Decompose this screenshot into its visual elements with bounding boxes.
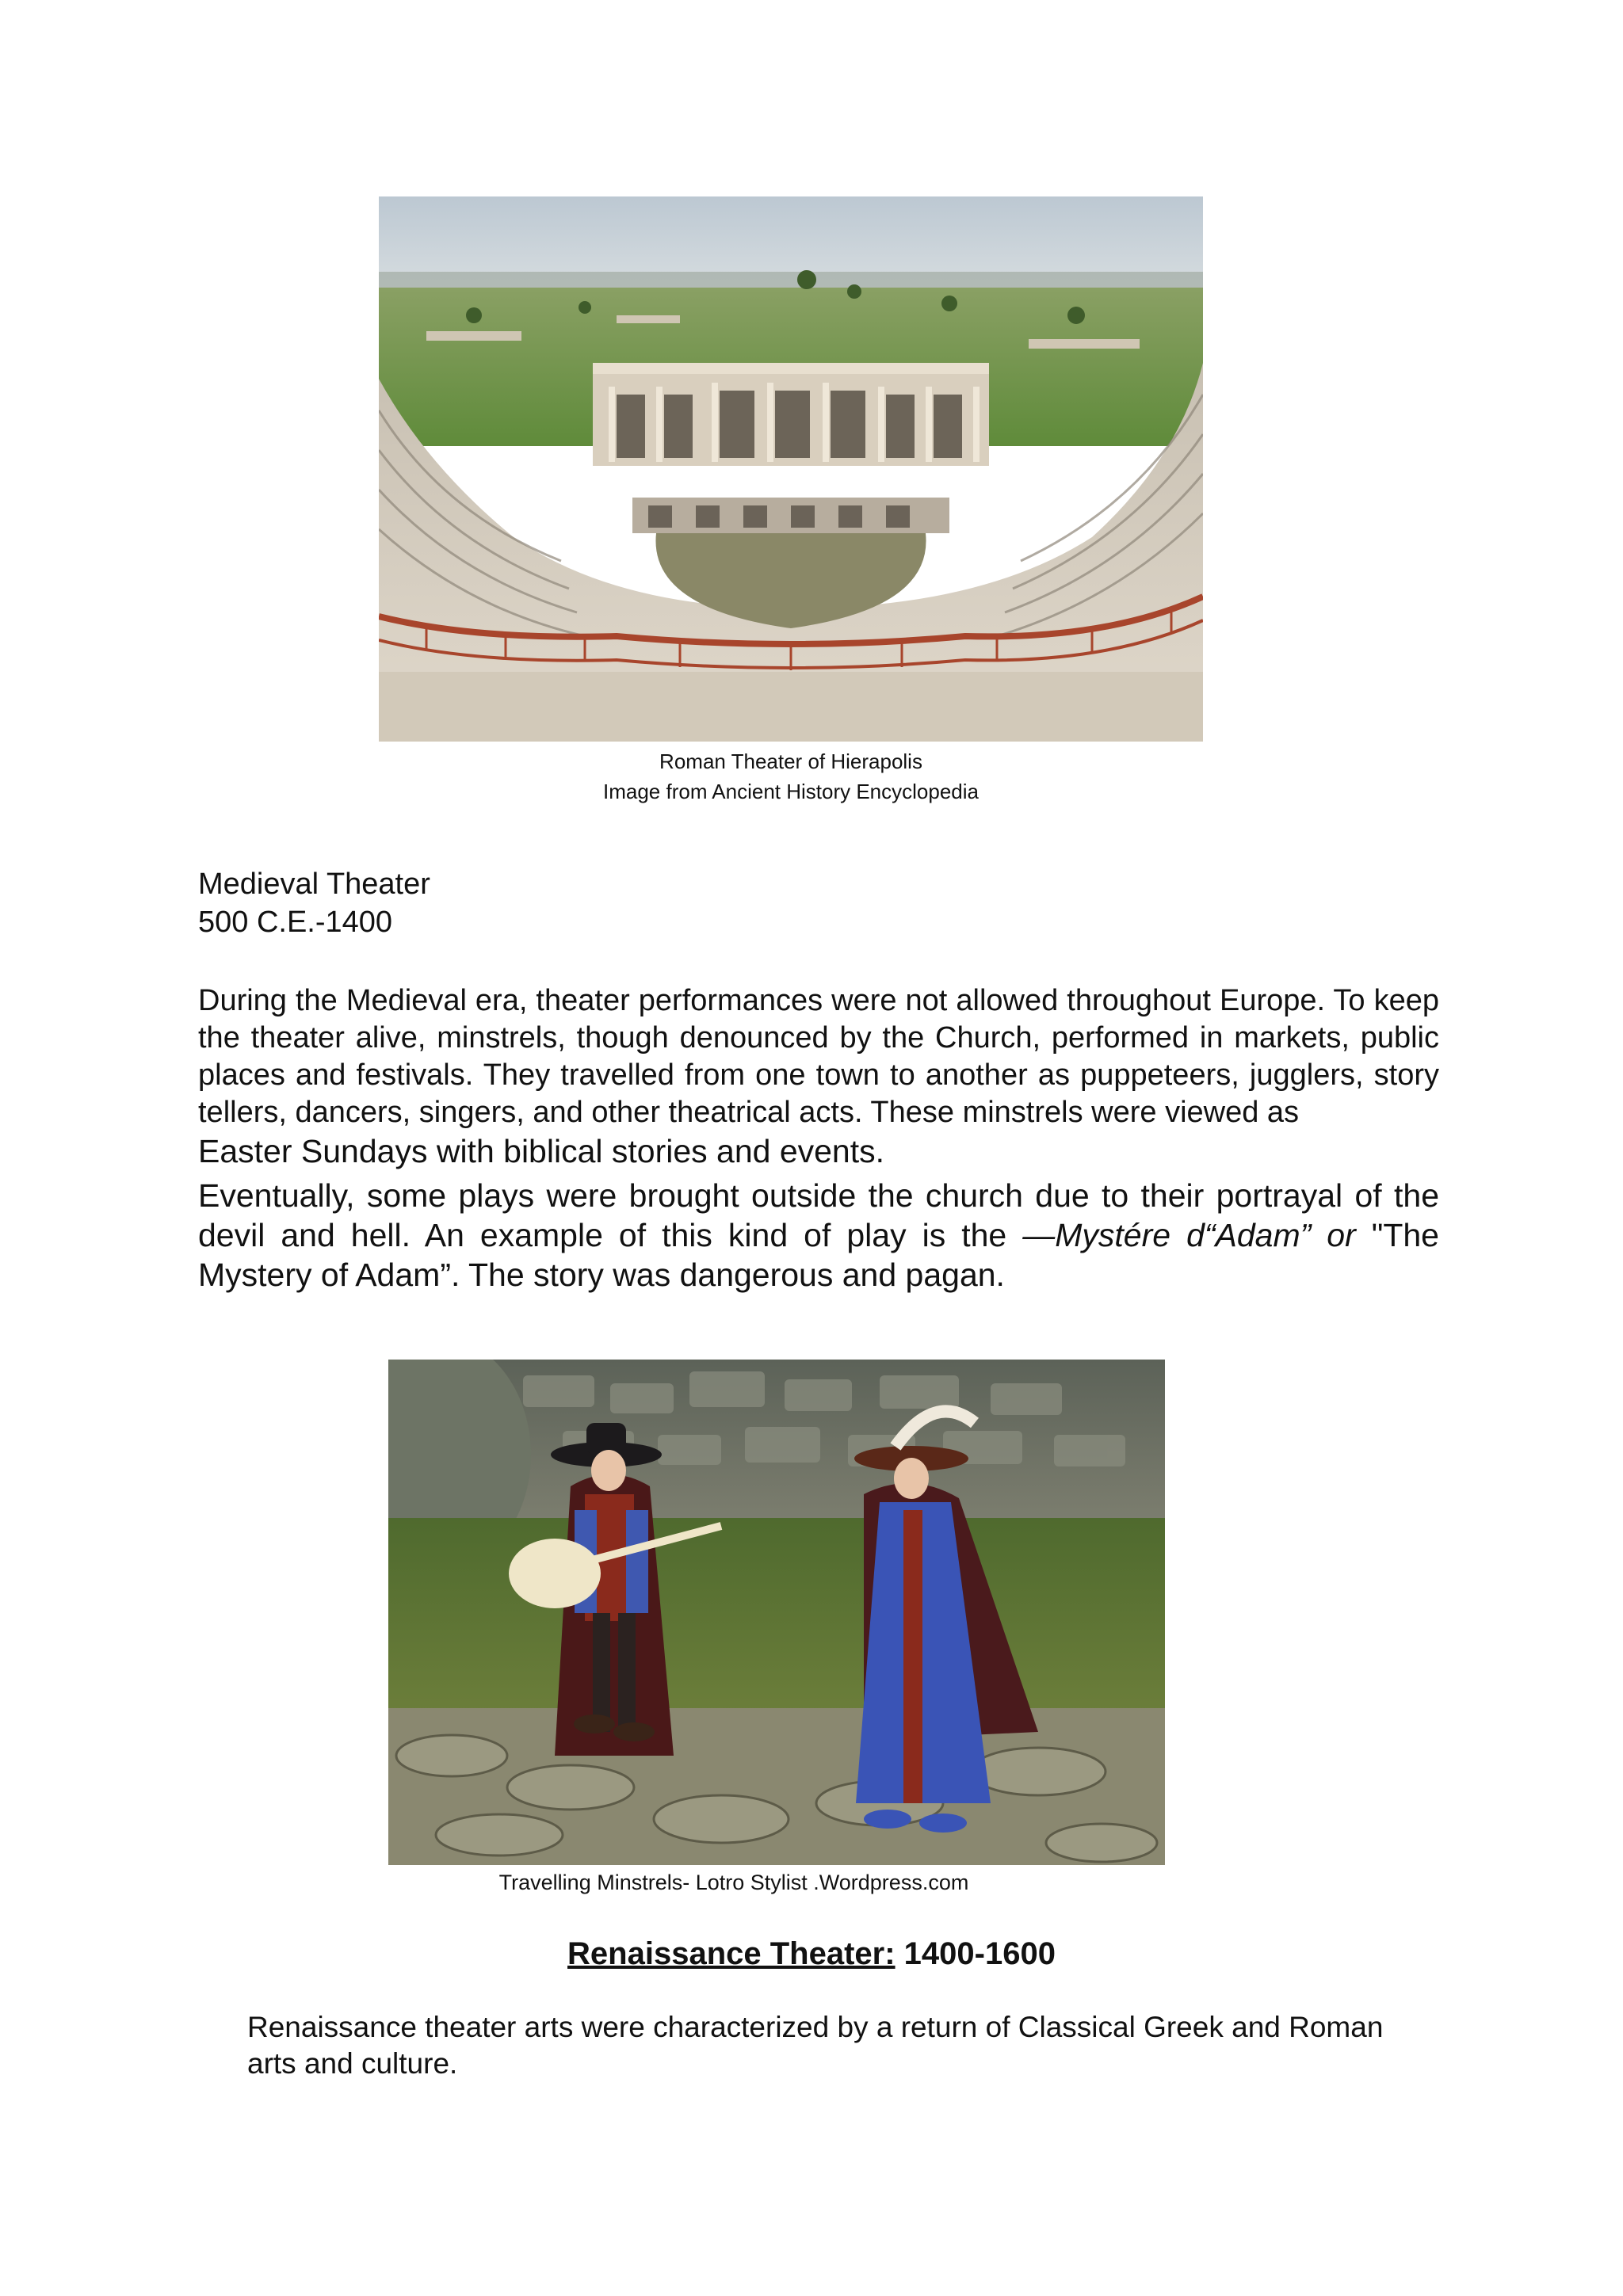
medieval-dates: 500 C.E.-1400 [198,906,393,939]
renaissance-heading [0,1933,1623,1974]
medieval-body [198,982,1439,1295]
minstrels-illustration [388,1360,1165,1865]
caption-source: Image from Ancient History Encyclopedia [603,780,979,803]
minstrels-photo [388,1360,1165,1865]
roman-theater-caption [379,746,1203,807]
renaissance-dates: 1400-1600 [895,1936,1056,1971]
paragraph-minstrels: During the Medieval era, theater performances were not allowed throughout Europe. To keep the theater alive, minstrels, though denounced by the Church, performed in markets, public places and festivals. They travelled from one town to another as puppeteers, jugglers, story tellers, dancers, singers, and other theatrical acts. These minstrels were viewed as [198,984,1439,1129]
medieval-title: Medieval Theater [198,868,430,901]
mystery-title-italic: —Mystére d“Adam” or [1022,1217,1356,1253]
mystery-text-end: "The Mystery of Adam”. The story was dangerous and pagan. [198,1217,1439,1293]
paragraph-easter: Easter Sundays with biblical stories and events. [198,1133,885,1169]
paragraph-mystery [198,1176,1439,1295]
renaissance-paragraph: Renaissance theater arts were characterized by a return of Classical Greek and Roman arts and culture. [247,2011,1384,2080]
minstrels-caption: Travelling Minstrels- Lotro Stylist .Wordpress.com [498,1871,969,1894]
caption-title: Roman Theater of Hierapolis [659,749,922,773]
roman-theater-illustration [379,196,1203,742]
roman-theater-photo [379,196,1203,742]
lute-icon [509,1539,601,1608]
mystery-text-start: Eventually, some plays were brought outside the church due to their portrayal of the devil and hell. An example of this kind of play is the [198,1177,1439,1253]
medieval-heading [198,865,430,941]
renaissance-title: Renaissance Theater: [567,1936,896,1971]
